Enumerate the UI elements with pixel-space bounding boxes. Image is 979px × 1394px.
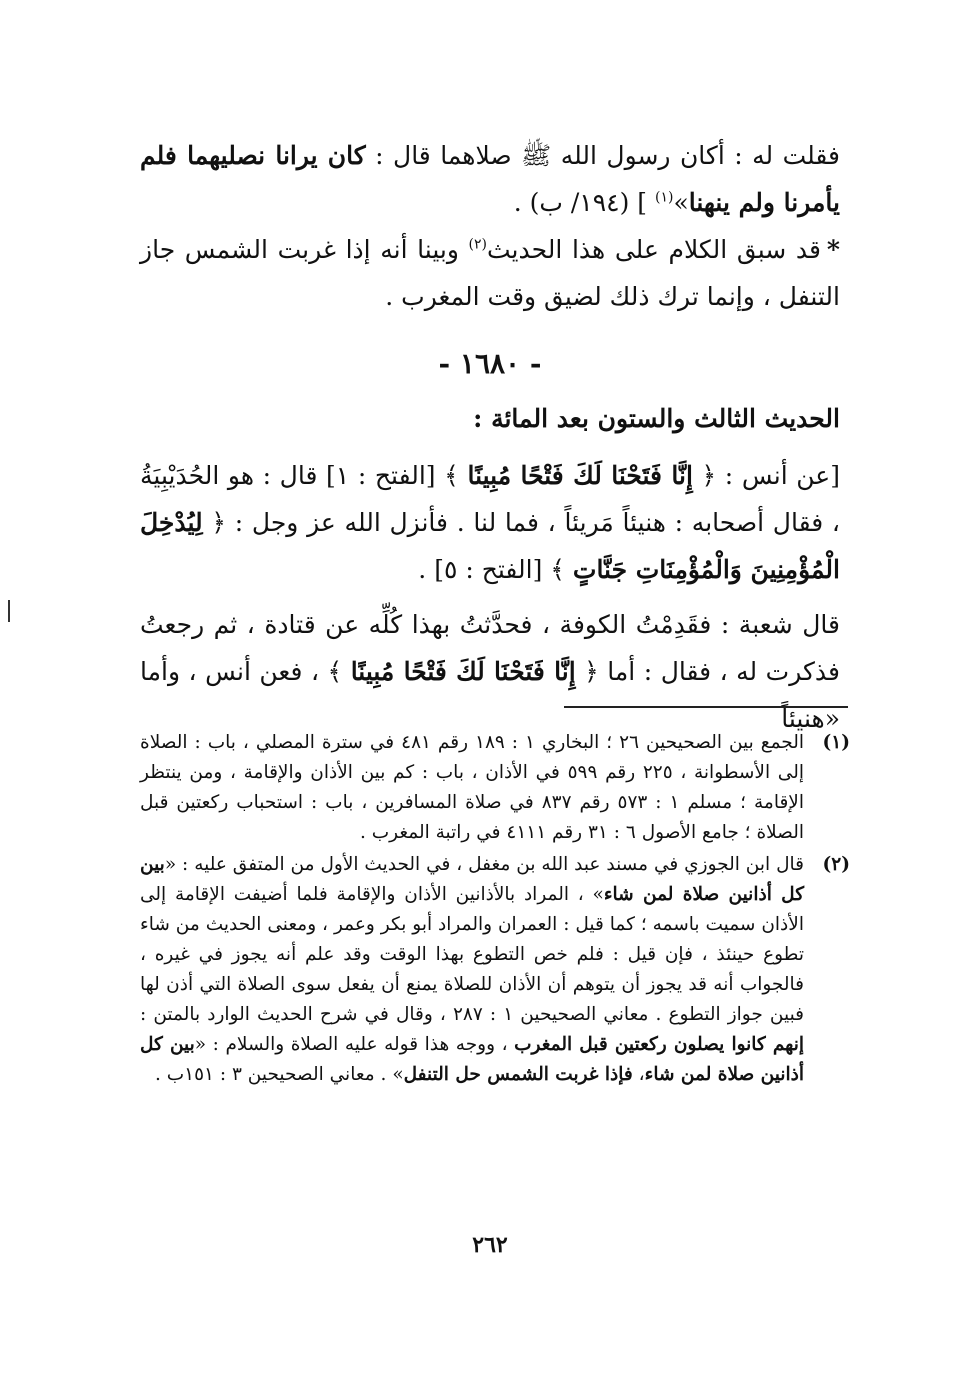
paragraph-1-end: ] (١٩٤/ ب) . xyxy=(513,188,655,217)
star-marker: * xyxy=(826,235,840,264)
footnote-1 xyxy=(140,728,850,848)
footnote-1-text: الجمع بين الصحيحين ٢٦ ؛ البخاري ١ : ١٨٩ رقم ٤٨١ في سترة المصلي ، باب : الصلاة إلى الأسطوانة ، ٢٢٥ رقم ٥٩٩ في الأذان ، باب : كم بين الأذان والإقامة ، ومن ينتظر الإقامة ؛ مسلم ١ : ٥٧٣ رقم ٨٣٧ في صلاة المسافرين ، باب : استحباب ركعتين قبل الصلاة ؛ جامع الأصول ٦ : ٣١ رقم ٤١١١ في راتبة المغرب . xyxy=(140,732,805,843)
footnote-ref-2[interactable]: (٢) xyxy=(468,236,487,253)
paragraph-1 xyxy=(140,132,840,226)
paragraph-2-text: قد سبق الكلام على هذا الحديث xyxy=(487,235,821,264)
paragraph-4 xyxy=(140,601,840,742)
footnote-2 xyxy=(140,850,850,1090)
footnote-separator xyxy=(564,706,848,708)
footnote-2-quote-a: بين كل أذانين صلاة لمن شاء xyxy=(140,854,805,905)
paragraph-4-text: قال شعبة : فقَدِمْتُ الكوفة ، فحدَّثتُ بهذا كُلِّه عن قتادة ، ثم رجعتُ فذكرت له ، فقال : أما ﴿ xyxy=(140,610,840,686)
paragraph-2-end: وبينا أنه إذا غربت الشمس جاز التنفل ، وإنما ترك ذلك لضيق وقت المغرب . xyxy=(140,235,840,311)
footnote-2-text-e: » . معاني الصحيحين ٣ : ١٥١ب . xyxy=(154,1064,404,1085)
footnote-1-number: (١) xyxy=(822,732,850,753)
paragraph-3-text: [عن أنس : ﴿ xyxy=(692,461,840,490)
paragraph-2 xyxy=(140,226,840,320)
footnote-2-quote-d: فإذا غربت الشمس حل التنفل xyxy=(403,1064,633,1085)
paragraph-3-end: ﴾ [الفتح : ٥] . xyxy=(418,555,573,584)
page-number: ٢٦٢ xyxy=(472,1232,508,1258)
footnote-2-text-c: ، ووجه هذا قوله عليه الصلاة والسلام : « xyxy=(194,1034,515,1055)
paragraph-1-text: فقلت له : أكان رسول الله ﷺ صلاهما قال : xyxy=(365,141,840,170)
footnote-2-text-b: » ، المراد بالأذانين الأذان والإقامة فلما أضيفت الإقامة إلى الأذان سميت باسمه ؛ كما قيل : العمران والمراد أبو بكر وعمر ، ومعنى الحديث من شاء تطوع حينئذ ، فإن قيل : فلم خص التطوع بهذا الوقت وقد علم أنه يجوز في غيره ، فالجواب أنه قد يجوز أن يتوهم أن الأذان للصلاة يمنع أن يفعل سوى الصلاة التي أذن لها فبين جواز التطوع . معاني الصحيحين ١ : ٢٨٧ ، وقال في شرح الحديث الوارد بالمتن : xyxy=(140,884,804,1025)
footnotes xyxy=(140,728,850,1092)
footnote-2-quote-c: بين كل أذانين صلاة لمن شاء xyxy=(140,1034,804,1085)
paragraph-3-mid: ﴾ [الفتح : ١] قال : هو الحُدَيْبِيَةُ ، فقال أصحابه : هنيئاً مَريئاً ، فما لنا . فأنزل الله عز وجل : ﴿ xyxy=(140,461,840,537)
paragraph-4-end: ﴾ ، فعن أنس ، وأما «هنيئاً xyxy=(140,657,840,733)
hadith-title: الحديث الثالث والستون بعد المائة : xyxy=(473,404,840,433)
paragraph-3 xyxy=(140,452,840,593)
footnote-ref-1[interactable]: (١) xyxy=(654,189,674,206)
main-text xyxy=(140,132,840,742)
footnote-2-text-d: ، xyxy=(632,1064,645,1085)
footnote-2-text-a: قال ابن الجوزي في مسند عبد الله بن مغفل ، في الحديث الأول من المتفق عليه : « xyxy=(164,854,804,875)
quran-verse-2: لِيُدْخِلَ الْمُؤْمِنِينَ وَالْمُؤْمِنَاتِ جَنَّاتٍ xyxy=(140,508,840,584)
quran-verse-1: إِنَّا فَتَحْنَا لَكَ فَتْحًا مُبِينًا xyxy=(467,461,693,490)
paragraph-1-quote-close: » xyxy=(673,188,689,217)
footnote-2-number: (٢) xyxy=(822,854,850,875)
quran-verse-3: إِنَّا فَتَحْنَا لَكَ فَتْحًا مُبِينًا xyxy=(350,657,576,686)
hadith-number: - ١٦٨٠ - xyxy=(438,347,542,380)
paragraph-1-quote: كان يرانا نصليهما فلم يأمرنا ولم ينهنا xyxy=(140,141,840,217)
footnote-2-quote-b: إنهم كانوا يصلون ركعتين قبل المغرب xyxy=(514,1034,804,1055)
margin-mark xyxy=(8,600,10,622)
